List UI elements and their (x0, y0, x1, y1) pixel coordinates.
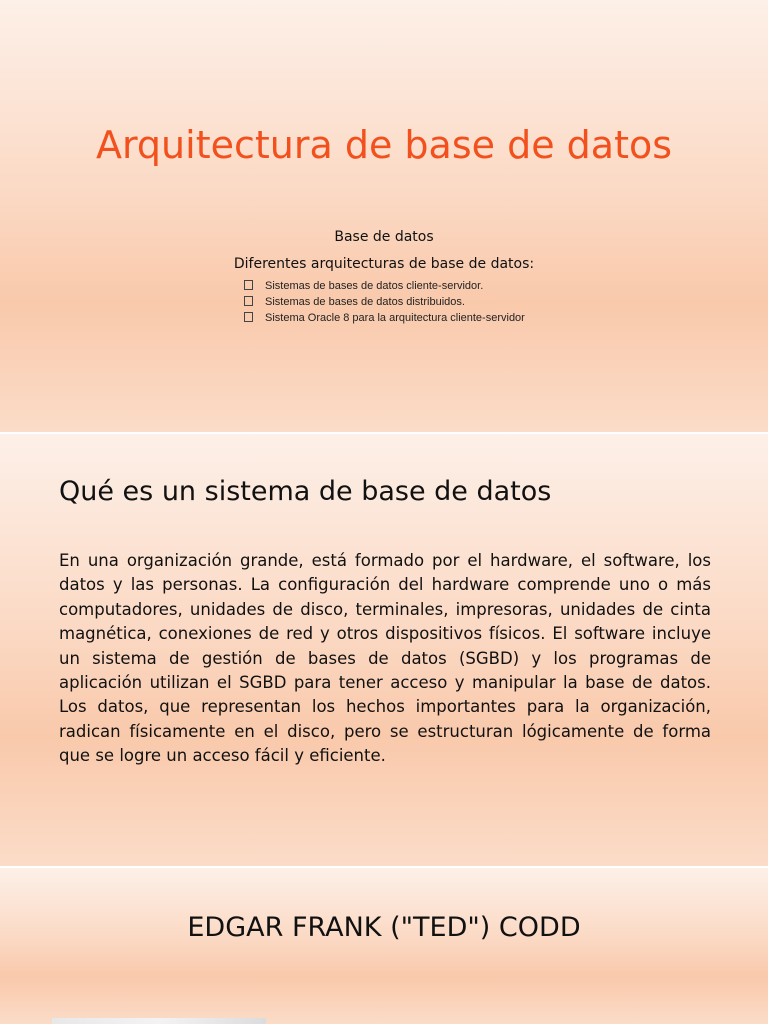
list-heading: Diferentes arquitecturas de base de datos: (233, 256, 535, 272)
slide-title: EDGAR FRANK ("TED") CODD (187, 912, 581, 943)
slide-subtitle: Base de datos (334, 229, 434, 245)
slide-2 (0, 434, 768, 866)
bullet-box-icon (244, 296, 253, 306)
slide-body-text: En una organización grande, está formado por el hardware, el software, los datos y las personas. La configuración del hardware comprende uno o más computadores, unidades de disco, terminales, impresoras, unidades de cinta magnética, conexiones de red y otros dispositivos físicos. El software incluye un sistema de gestión de bases de datos (SGBD) y los programas de aplicación utilizan el SGBD para tener acceso y manipular la base de datos. Los datos, que representan los hechos importantes para la organización, radican físicamente en el disco, pero se estructuran lógicamente de forma que se logre un acceso fácil y eficiente. (59, 551, 711, 766)
list-item (244, 310, 525, 326)
slide-title: Qué es un sistema de base de datos (59, 476, 552, 507)
architecture-list (244, 278, 525, 326)
list-item (244, 294, 525, 310)
bullet-box-icon (244, 280, 253, 290)
bullet-box-icon (244, 312, 253, 322)
slide-1 (0, 0, 768, 432)
list-item (244, 278, 525, 294)
slide-title: Arquitectura de base de datos (95, 123, 673, 167)
list-item-label: Sistemas de bases de datos distribuidos. (265, 296, 465, 308)
slide-3 (0, 868, 768, 1024)
list-item-label: Sistemas de bases de datos cliente-servidor. (265, 280, 484, 292)
portrait-photo (52, 1018, 266, 1024)
list-item-label: Sistema Oracle 8 para la arquitectura cliente-servidor (265, 312, 525, 324)
